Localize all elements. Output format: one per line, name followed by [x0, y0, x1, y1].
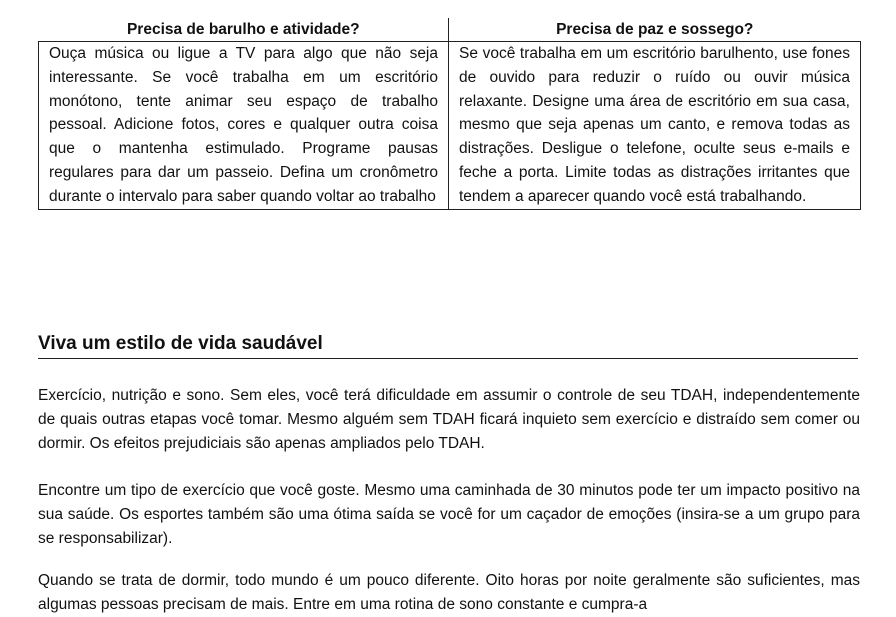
table-header-noise: Precisa de barulho e atividade?: [39, 18, 449, 42]
table-header-row: [39, 18, 861, 42]
paragraph-sleep: Quando se trata de dormir, todo mundo é um pouco diferente. Oito horas por noite geralmente são suficientes, mas algumas pessoas precisam de mais. Entre em uma rotina de sono constante e cumpra-a: [38, 572, 860, 613]
table-cell-quiet-tips: Se você trabalha em um escritório barulhento, use fones de ouvido para reduzir o ruído ou ouvir música relaxante. Designe uma área de escritório em sua casa, mesmo que seja apenas um canto, e remova todas as distrações. Desligue o telefone, oculte seus e-mails e feche a porta. Limite todas as distrações irritantes que tendem a aparecer quando você está trabalhando.: [449, 42, 861, 210]
paragraph-exercise: Encontre um tipo de exercício que você goste. Mesmo uma caminhada de 30 minutos pode ter um impacto positivo na sua saúde. Os esportes também são uma ótima saída se você for um caçador de emoções (insira-se a um grupo para se responsabilizar).: [38, 482, 860, 547]
table-header-quiet: Precisa de paz e sossego?: [449, 18, 861, 42]
table-cell-noise-tips: Ouça música ou ligue a TV para algo que não seja interessante. Se você trabalha em um escritório monótono, tente animar seu espaço de trabalho pessoal. Adicione fotos, cores e qualquer outra coisa que o mantenha estimulado. Programe pausas regulares para dar um passeio. Defina um cronômetro durante o intervalo para saber quando voltar ao trabalho: [39, 42, 449, 210]
comparison-table: [38, 18, 861, 210]
paragraph-intro: Exercício, nutrição e sono. Sem eles, você terá dificuldade em assumir o controle de seu TDAH, independentemente de quais outras etapas você tomar. Mesmo alguém sem TDAH ficará inquieto sem exercício e distraído sem comer ou dormir. Os efeitos prejudiciais são apenas ampliados pelo TDAH.: [38, 387, 860, 452]
section-heading: Viva um estilo de vida saudável: [38, 332, 858, 359]
table-row: [39, 42, 861, 210]
